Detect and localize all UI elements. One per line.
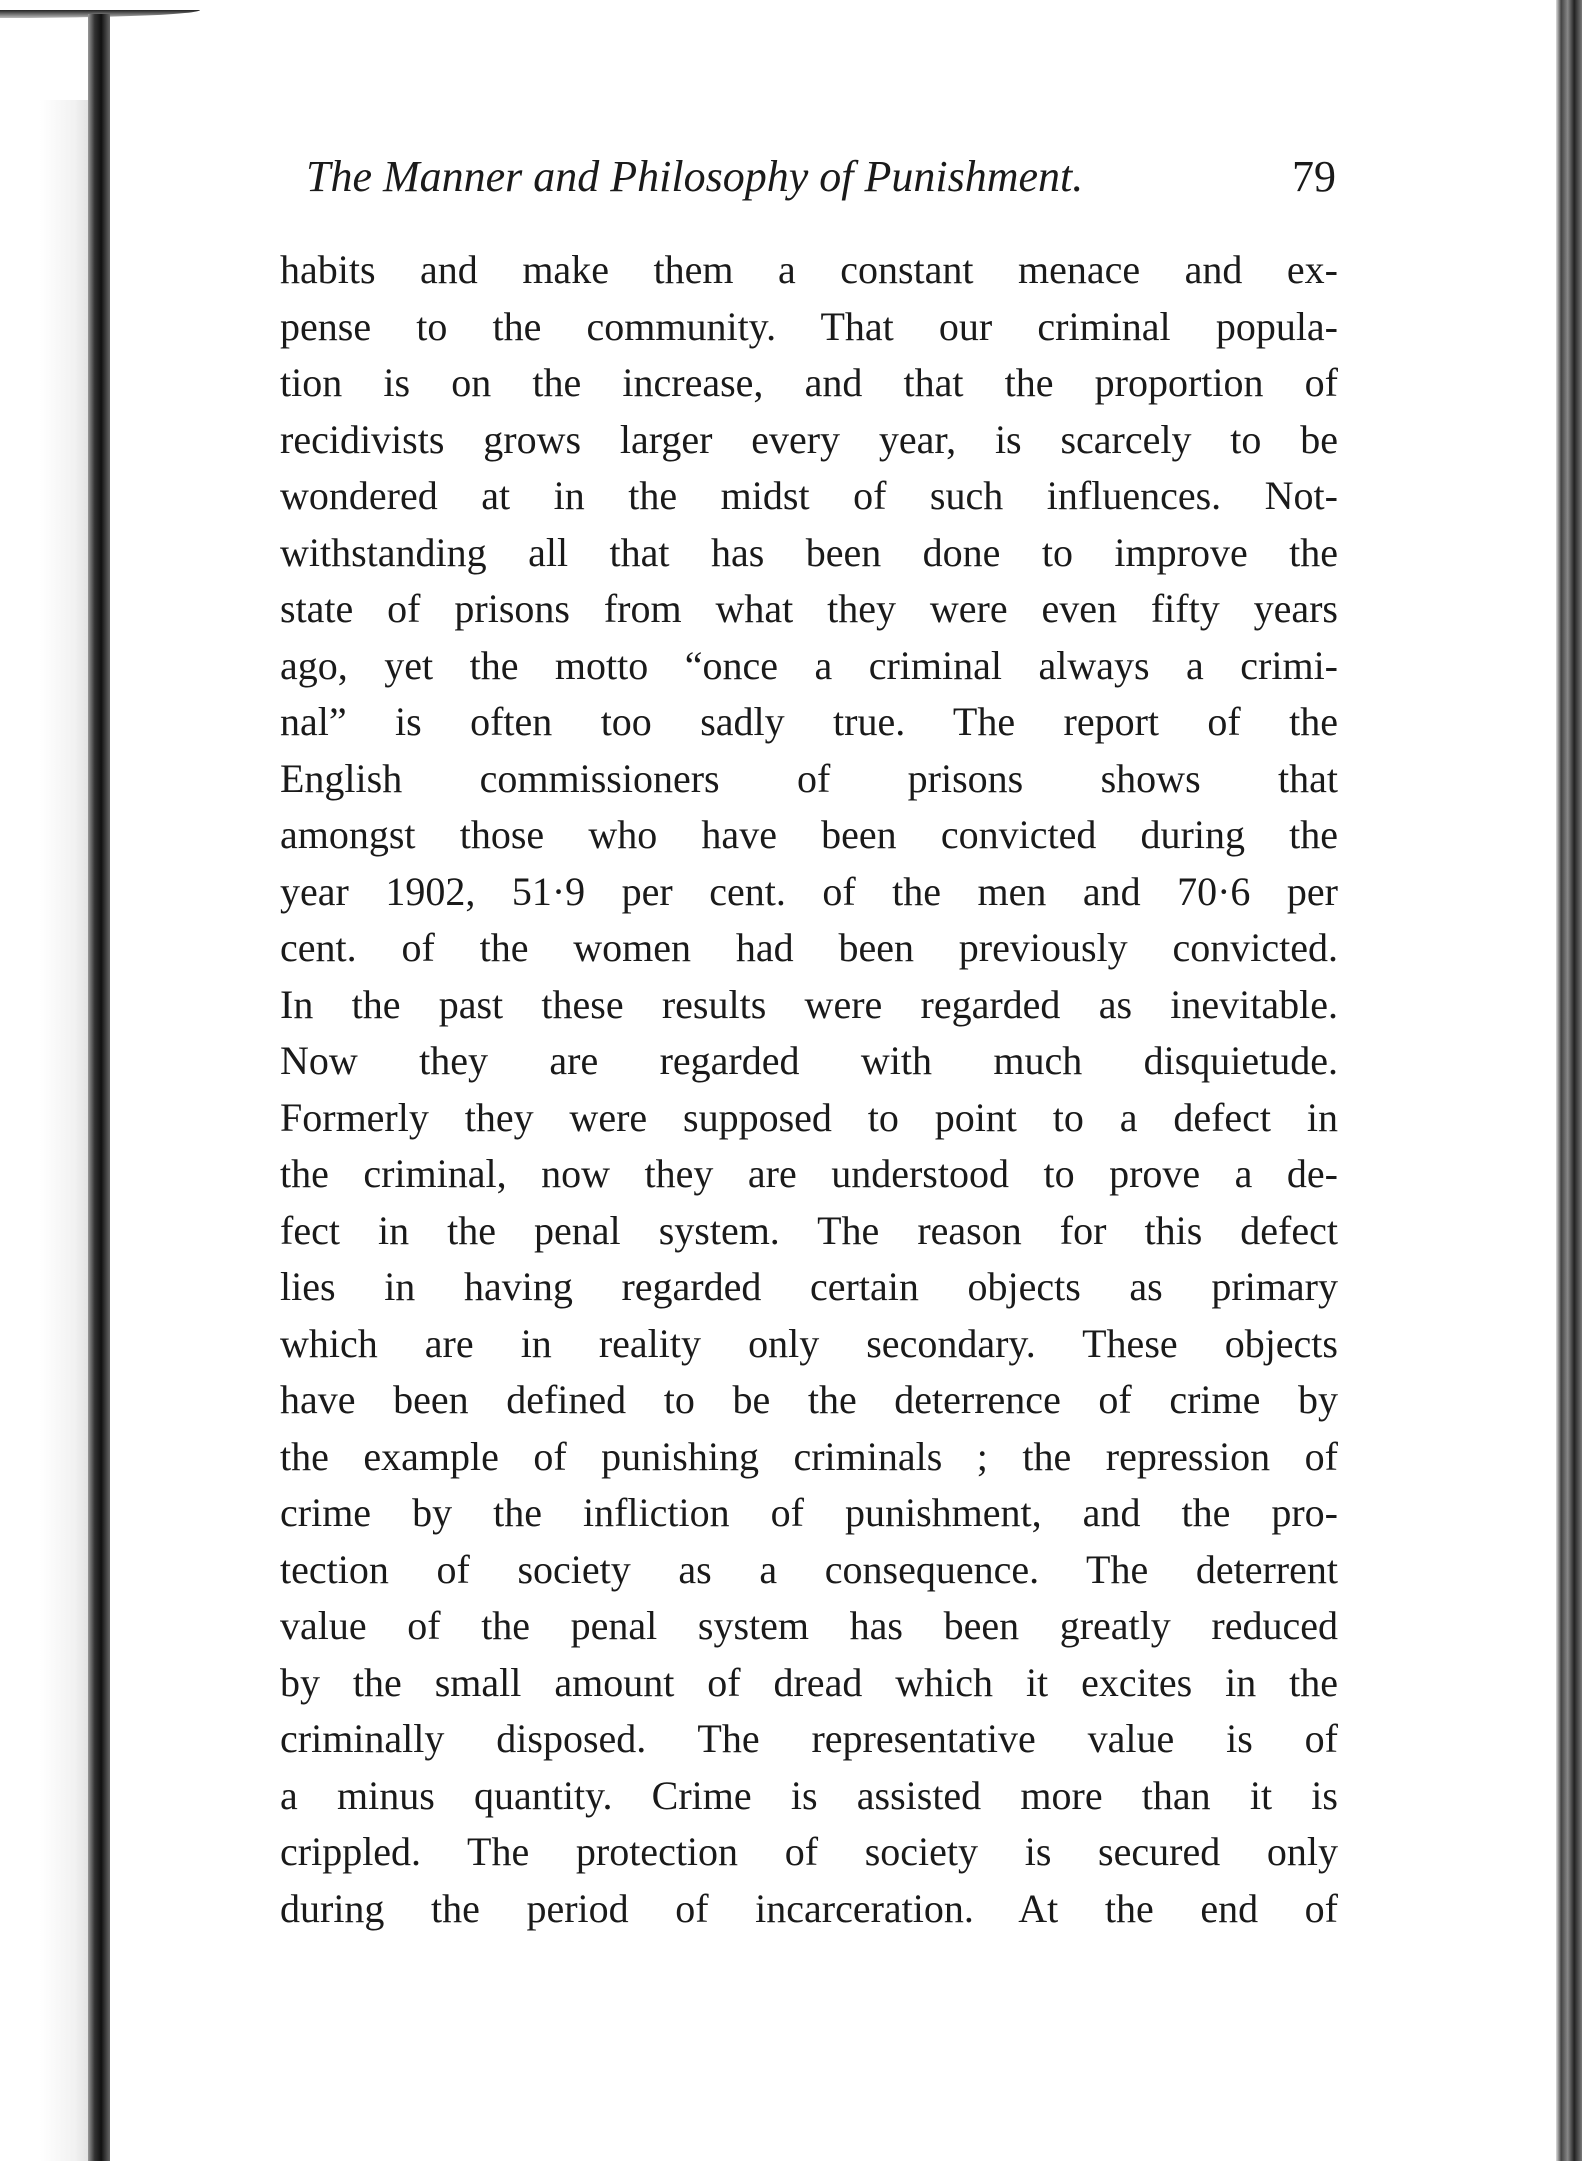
text-line: Formerly they were supposed to point to a defect in — [280, 1094, 1338, 1140]
text-line: tection of society as a consequence. The deterrent — [280, 1546, 1338, 1592]
text-line: pense to the community. That our criminal popula- — [280, 303, 1338, 349]
text-line: the criminal, now they are understood to prove a de- — [280, 1151, 1338, 1196]
text-line: In the past these results were regarded as inevitable. — [280, 981, 1338, 1027]
book-binding — [88, 14, 110, 2161]
text-line: wondered at in the midst of such influences. Not- — [280, 473, 1338, 518]
page-number: 79 — [1292, 152, 1336, 201]
text-line: criminally disposed. The representative value is of — [280, 1716, 1338, 1761]
body-text — [280, 242, 1338, 1937]
text-line: year 1902, 51·9 per cent. of the men and 70·6 per — [280, 868, 1338, 914]
text-line: crippled. The protection of society is secured only — [280, 1829, 1338, 1874]
text-line: which are in reality only secondary. These objects — [280, 1320, 1338, 1366]
page-right-edge — [1556, 0, 1582, 2161]
text-line: lies in having regarded certain objects as primary — [280, 1264, 1338, 1309]
text-line: the example of punishing criminals ; the repression of — [280, 1433, 1338, 1479]
text-line: state of prisons from what they were even fifty years — [280, 586, 1338, 631]
text-line: by the small amount of dread which it excites in the — [280, 1659, 1338, 1705]
text-line: recidivists grows larger every year, is scarcely to be — [280, 416, 1338, 462]
text-line: nal” is often too sadly true. The report of the — [280, 699, 1338, 744]
text-line: crime by the infliction of punishment, and the pro- — [280, 1490, 1338, 1535]
text-line: withstanding all that has been done to improve the — [280, 529, 1338, 575]
running-header — [306, 148, 1336, 206]
text-line: fect in the penal system. The reason for this defect — [280, 1207, 1338, 1253]
text-line: have been defined to be the deterrence of crime by — [280, 1377, 1338, 1422]
text-line: Now they are regarded with much disquietude. — [280, 1038, 1338, 1083]
text-line: English commissioners of prisons shows that — [280, 755, 1338, 801]
text-line: cent. of the women had been previously convicted. — [280, 925, 1338, 970]
running-title: The Manner and Philosophy of Punishment. — [306, 152, 1084, 201]
text-line: tion is on the increase, and that the proportion of — [280, 360, 1338, 405]
text-line: value of the penal system has been greatly reduced — [280, 1603, 1338, 1648]
text-line: amongst those who have been convicted during the — [280, 812, 1338, 857]
text-line: during the period of incarceration. At the end of — [280, 1885, 1338, 1931]
page-gutter-shadow — [40, 100, 90, 2161]
text-line: habits and make them a constant menace and ex- — [280, 247, 1338, 292]
text-line: ago, yet the motto “once a criminal always a crimi- — [280, 642, 1338, 688]
text-line: a minus quantity. Crime is assisted more than it is — [280, 1772, 1338, 1818]
